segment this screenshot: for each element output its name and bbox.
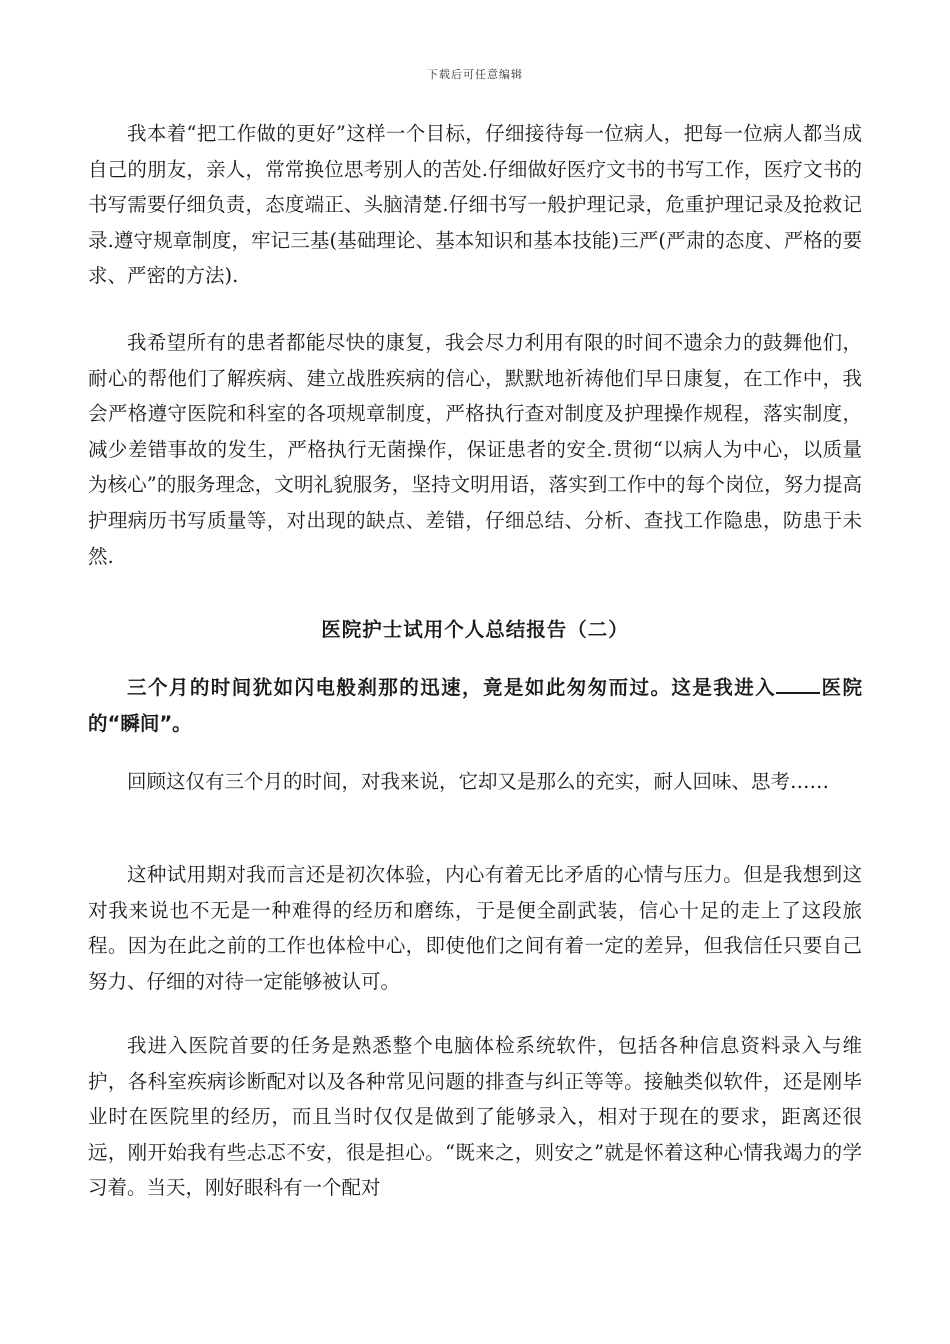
bold-intro-paragraph: [88, 670, 862, 741]
header-note: 下载后可任意编辑: [427, 68, 523, 81]
paragraph-1: 我本着“把工作做的更好”这样一个目标，仔细接待每一位病人，把每一位病人都当成自己的朋友，亲人，常常换位思考别人的苦处.仔细做好医疗文书的书写工作，医疗文书的书写需要仔细负责，态度端正、头脑清楚.仔细书写一般护理记录，危重护理记录及抢救记录.遵守规章制度，牢记三基(基础理论、基本知识和基本技能)三严(严肃的态度、严格的要求、严密的方法).: [88, 122, 862, 288]
paragraph-5: 我进入医院首要的任务是熟悉整个电脑体检系统软件，包括各种信息资料录入与维护，各科室疾病诊断配对以及各种常见问题的排查与纠正等等。接触类似软件，还是刚毕业时在医院里的经历，而且当时仅仅是做到了能够录入，相对于现在的要求，距离还很远，刚开始我有些忐忑不安，很是担心。“既来之，则安之”就是怀着这种心情我竭力的学习着。当天，刚好眼科有一个配对: [88, 1034, 862, 1200]
paragraph-2: 我希望所有的患者都能尽快的康复，我会尽力利用有限的时间不遗余力的鼓舞他们，耐心的帮他们了解疾病、建立战胜疾病的信心，默默地祈祷他们早日康复，在工作中，我会严格遵守医院和科室的各项规章制度，严格执行查对制度及护理操作规程，落实制度，减少差错事故的发生，严格执行无菌操作，保证患者的安全.贯彻“以病人为中心，以质量为核心”的服务理念，文明礼貌服务，坚持文明用语，落实到工作中的每个岗位，努力提高护理病历书写质量等，对出现的缺点、差错，仔细总结、分析、查找工作隐患，防患于未然.: [88, 331, 862, 568]
bold-intro-part-a: 三个月的时间犹如闪电般刹那的迅速，竟是如此匆匆而过。这是我进入: [127, 676, 777, 699]
fill-in-blank: [776, 674, 820, 694]
section-title: 医院护士试用个人总结报告（二）: [321, 618, 629, 641]
bold-intro-part-b: 医院的“瞬间”。: [88, 676, 862, 735]
paragraph-3: 回顾这仅有三个月的时间，对我来说，它却又是那么的充实，耐人回味、思考……: [127, 770, 830, 793]
paragraph-4: 这种试用期对我而言还是初次体验，内心有着无比矛盾的心情与压力。但是我想到这对我来说也不无是一种难得的经历和磨练，于是便全副武装，信心十足的走上了这段旅程。因为在此之前的工作也体检中心，即使他们之间有着一定的差异，但我信任只要自己努力、仔细的对待一定能够被认可。: [88, 863, 862, 993]
